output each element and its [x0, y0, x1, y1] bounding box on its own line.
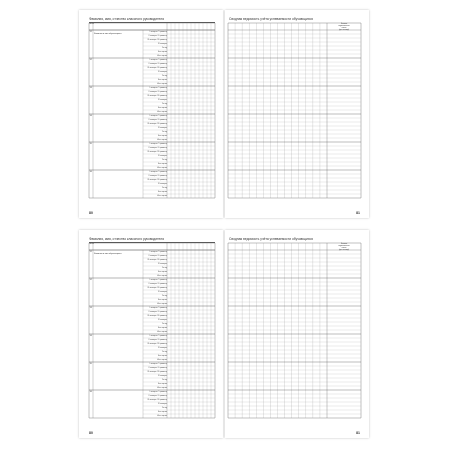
period-label: За год — [162, 379, 167, 382]
period-label: За год — [162, 267, 167, 270]
period-label: III четверть / III триместр — [147, 287, 167, 290]
right-page — [225, 230, 369, 438]
book-spread-2 — [79, 230, 369, 438]
left-page — [79, 230, 223, 438]
period-label: Итог. оценка — [157, 195, 167, 198]
student-number: 32 — [89, 279, 92, 281]
period-label: II четверть / II триместр — [148, 367, 167, 370]
period-label: IV четверть — [158, 347, 167, 350]
period-label: Экз. оценка — [157, 411, 167, 414]
student-number: 31 — [89, 31, 92, 33]
student-number: 34 — [89, 335, 92, 337]
council-decision-header — [329, 244, 359, 253]
period-label: IV четверть — [158, 403, 167, 406]
council-decision-header-line: (дата и номер) — [338, 30, 350, 32]
period-label: Экз. оценка — [157, 327, 167, 330]
summary-grid — [228, 23, 361, 211]
period-label: Итог. оценка — [157, 387, 167, 390]
period-label: III четверть / III триместр — [147, 343, 167, 346]
teacher-name-header: Фамилия, имя, отчество классного руководителя — [89, 237, 215, 243]
period-label: IV четверть — [158, 127, 167, 130]
period-label: II четверть / II триместр — [148, 147, 167, 150]
period-label: III четверть / III триместр — [147, 399, 167, 402]
period-label: Экз. оценка — [157, 383, 167, 386]
student-number: 36 — [89, 391, 92, 393]
council-decision-header-line: педагогического — [338, 25, 350, 27]
period-label: Итог. оценка — [157, 303, 167, 306]
period-label: Итог. оценка — [157, 167, 167, 170]
period-label: IV четверть — [158, 99, 167, 102]
period-label: Экз. оценка — [157, 79, 167, 82]
council-decision-header-line: совета — [341, 28, 347, 29]
summary-header: Сводная ведомость учёта успеваемости обучающихся — [229, 237, 313, 241]
period-label: IV четверть — [158, 263, 167, 266]
period-label: IV четверть — [158, 155, 167, 158]
period-label: II четверть / II триместр — [148, 175, 167, 178]
right-page — [225, 10, 369, 218]
period-label: II четверть / II триместр — [148, 35, 167, 38]
period-label: За год — [162, 47, 167, 50]
period-label: III четверть / III триместр — [147, 39, 167, 42]
period-label: За год — [162, 131, 167, 134]
period-label: I четверть / I триместр — [149, 31, 167, 34]
period-label: IV четверть — [158, 291, 167, 294]
page-number: 81 — [356, 211, 360, 215]
period-label: За год — [162, 159, 167, 162]
period-label: Экз. оценка — [157, 107, 167, 110]
period-label: III четверть / III триместр — [147, 123, 167, 126]
student-number: 33 — [89, 87, 92, 89]
period-label: Итог. оценка — [157, 139, 167, 142]
council-decision-header-line: (дата и номер) — [338, 250, 350, 252]
period-label: За год — [162, 407, 167, 410]
summary-header: Сводная ведомость учёта успеваемости обучающихся — [229, 17, 313, 21]
period-label: Итог. оценка — [157, 359, 167, 362]
period-label: IV четверть — [158, 71, 167, 74]
student-name-column-header: Фамилия и имя обучающихся — [94, 253, 122, 255]
period-label: Экз. оценка — [157, 191, 167, 194]
period-label: За год — [162, 75, 167, 78]
period-label: IV четверть — [158, 43, 167, 46]
period-label: III четверть / III триместр — [147, 259, 167, 262]
period-label: III четверть / III триместр — [147, 67, 167, 70]
council-decision-header-line: совета — [341, 248, 347, 249]
period-label: Экз. оценка — [157, 355, 167, 358]
period-label: II четверть / II триместр — [148, 311, 167, 314]
period-label: II четверть / II триместр — [148, 91, 167, 94]
period-label: Итог. оценка — [157, 415, 167, 418]
period-label: II четверть / II триместр — [148, 395, 167, 398]
period-label: II четверть / II триместр — [148, 339, 167, 342]
period-label: IV четверть — [158, 319, 167, 322]
period-label: III четверть / III триместр — [147, 315, 167, 318]
summary-grid — [228, 243, 361, 431]
council-decision-header — [329, 24, 359, 33]
student-number: 31 — [89, 251, 92, 253]
period-label: I четверть / I триместр — [149, 363, 167, 366]
period-label: I четверть / I триместр — [149, 115, 167, 118]
page-number: 80 — [89, 431, 93, 435]
book-spread-1 — [79, 10, 369, 218]
period-label: I четверть / I триместр — [149, 307, 167, 310]
period-label: I четверть / I триместр — [149, 279, 167, 282]
period-label: III четверть / III триместр — [147, 95, 167, 98]
period-label: III четверть / III триместр — [147, 371, 167, 374]
period-label: IV четверть — [158, 183, 167, 186]
period-label: За год — [162, 323, 167, 326]
student-name-column-header: Фамилия и имя обучающихся — [94, 33, 122, 35]
period-label: I четверть / I триместр — [149, 391, 167, 394]
council-decision-header-line: педагогического — [338, 245, 350, 247]
number-column-header: № п/п — [89, 24, 94, 25]
period-label: За год — [162, 295, 167, 298]
period-label: III четверть / III триместр — [147, 179, 167, 182]
number-column-header: № п/п — [89, 244, 94, 245]
period-label: Экз. оценка — [157, 299, 167, 302]
student-number: 36 — [89, 171, 92, 173]
student-number: 34 — [89, 115, 92, 117]
period-label: II четверть / II триместр — [148, 255, 167, 258]
period-label: Экз. оценка — [157, 163, 167, 166]
period-label: II четверть / II триместр — [148, 283, 167, 286]
period-label: I четверть / I триместр — [149, 59, 167, 62]
left-page — [79, 10, 223, 218]
page-number: 80 — [89, 211, 93, 215]
period-label: Экз. оценка — [157, 135, 167, 138]
period-label: Итог. оценка — [157, 111, 167, 114]
period-label: За год — [162, 187, 167, 190]
period-label: Экз. оценка — [157, 271, 167, 274]
council-decision-header-line: Решение — [340, 243, 348, 245]
period-label: За год — [162, 351, 167, 354]
period-label: I четверть / I триместр — [149, 251, 167, 254]
period-label: I четверть / I триместр — [149, 87, 167, 90]
student-number: 35 — [89, 143, 92, 145]
teacher-name-header: Фамилия, имя, отчество классного руководителя — [89, 17, 215, 23]
period-label: I четверть / I триместр — [149, 171, 167, 174]
period-label: II четверть / II триместр — [148, 119, 167, 122]
period-label: II четверть / II триместр — [148, 63, 167, 66]
period-label: Итог. оценка — [157, 275, 167, 278]
period-label: Итог. оценка — [157, 55, 167, 58]
period-label: III четверть / III триместр — [147, 151, 167, 154]
period-label: За год — [162, 103, 167, 106]
period-label: I четверть / I триместр — [149, 335, 167, 338]
period-label: I четверть / I триместр — [149, 143, 167, 146]
council-decision-header-line: Решение — [340, 23, 348, 25]
period-label: Итог. оценка — [157, 83, 167, 86]
student-number: 32 — [89, 59, 92, 61]
period-label: Итог. оценка — [157, 331, 167, 334]
period-label: Экз. оценка — [157, 51, 167, 54]
period-label: IV четверть — [158, 375, 167, 378]
page-number: 81 — [356, 431, 360, 435]
student-number: 35 — [89, 363, 92, 365]
student-number: 33 — [89, 307, 92, 309]
